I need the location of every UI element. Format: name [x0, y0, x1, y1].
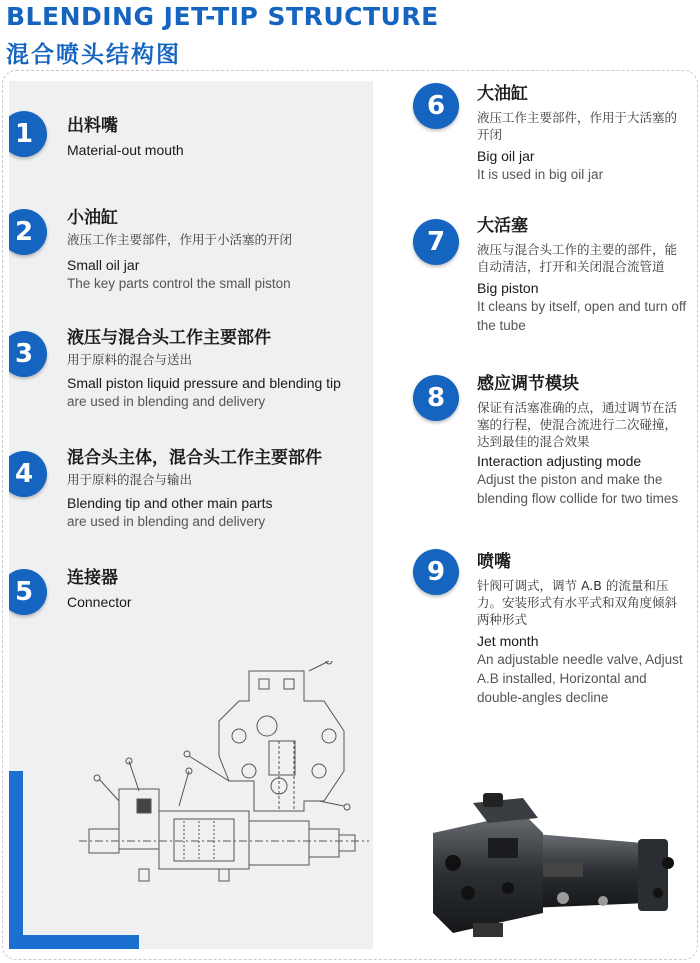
item-title-en: Jet month [477, 633, 539, 649]
content-frame [2, 70, 698, 960]
left-panel [9, 81, 373, 949]
accent-bar [9, 771, 23, 949]
item-text [67, 447, 367, 531]
item-text [477, 83, 689, 184]
item-title-zh: 大油缸 [477, 84, 528, 104]
item-title-en: Connector [67, 594, 132, 610]
item-title-zh: 感应调节模块 [477, 374, 579, 394]
item-title-en: Material-out mouth [67, 142, 184, 158]
item-desc-en: The key parts control the small piston [67, 276, 291, 291]
item-title-zh: 小油缸 [67, 208, 118, 228]
item-title-zh: 大活塞 [477, 216, 528, 236]
right-panel [373, 81, 691, 949]
item-desc-zh: 用于原料的混合与送出 [67, 352, 193, 367]
number-badge: 4 [9, 451, 47, 497]
item-title-en: Interaction adjusting mode [477, 453, 642, 469]
item-text [477, 373, 689, 508]
item-desc-en: It is used in big oil jar [477, 167, 604, 182]
item-title-zh: 液压与混合头工作主要部件 [67, 328, 271, 348]
number-badge: 8 [413, 375, 459, 421]
number-badge: 7 [413, 219, 459, 265]
item-text [67, 115, 367, 159]
item-title-en: Blending tip and other main parts [67, 495, 273, 511]
number-badge: 5 [9, 569, 47, 615]
item-desc-en: Adjust the piston and make the blending flow collide for two times [477, 472, 679, 506]
item-desc-zh: 用于原料的混合与输出 [67, 472, 193, 487]
item-text [477, 215, 689, 335]
item-desc-en: are used in blending and delivery [67, 394, 266, 409]
item-desc-zh: 液压与混合头工作的主要的部件，能自动清洁，打开和关闭混合流管道 [477, 242, 678, 274]
item-desc-en: are used in blending and delivery [67, 514, 266, 529]
number-badge: 6 [413, 83, 459, 129]
item-desc-zh: 液压工作主要部件，作用于小活塞的开闭 [67, 232, 293, 247]
item-desc-zh: 保证有活塞准确的点，通过调节在活塞的行程，使混合流进行二次碰撞，达到最佳的混合效果 [477, 400, 678, 449]
item-desc-en: It cleans by itself, open and turn off the tube [477, 299, 687, 333]
accent-foot [9, 935, 139, 949]
number-badge: 1 [9, 111, 47, 157]
item-text [67, 567, 367, 611]
item-title-zh: 喷嘴 [477, 552, 511, 572]
item-desc-zh: 针阀可调式，调节 A.B 的流量和压力。安装形式有水平式和双角度倾斜两种形式 [477, 578, 678, 627]
number-badge: 2 [9, 209, 47, 255]
number-badge: 9 [413, 549, 459, 595]
item-title-zh: 出料嘴 [67, 116, 118, 136]
item-desc-en: An adjustable needle valve, Adjust A.B installed, Horizontal and double-angles decline [477, 652, 683, 705]
item-desc-zh: 液压工作主要部件，作用于大活塞的开闭 [477, 110, 678, 142]
page-title-en: BLENDING JET-TIP STRUCTURE [6, 2, 439, 31]
item-text [67, 207, 367, 293]
item-title-en: Small piston liquid pressure and blending tip [67, 375, 341, 391]
item-title-en: Big piston [477, 280, 539, 296]
item-title-en: Big oil jar [477, 148, 535, 164]
page-title-zh: 混合喷头结构图 [6, 42, 181, 68]
item-title-en: Small oil jar [67, 257, 140, 273]
mixing-head-photo [413, 793, 683, 943]
item-title-zh: 混合头主体，混合头工作主要部件 [67, 448, 322, 468]
technical-drawing [79, 661, 369, 891]
item-title-zh: 连接器 [67, 568, 118, 588]
number-badge: 3 [9, 331, 47, 377]
item-text [477, 551, 689, 707]
item-text [67, 327, 367, 411]
